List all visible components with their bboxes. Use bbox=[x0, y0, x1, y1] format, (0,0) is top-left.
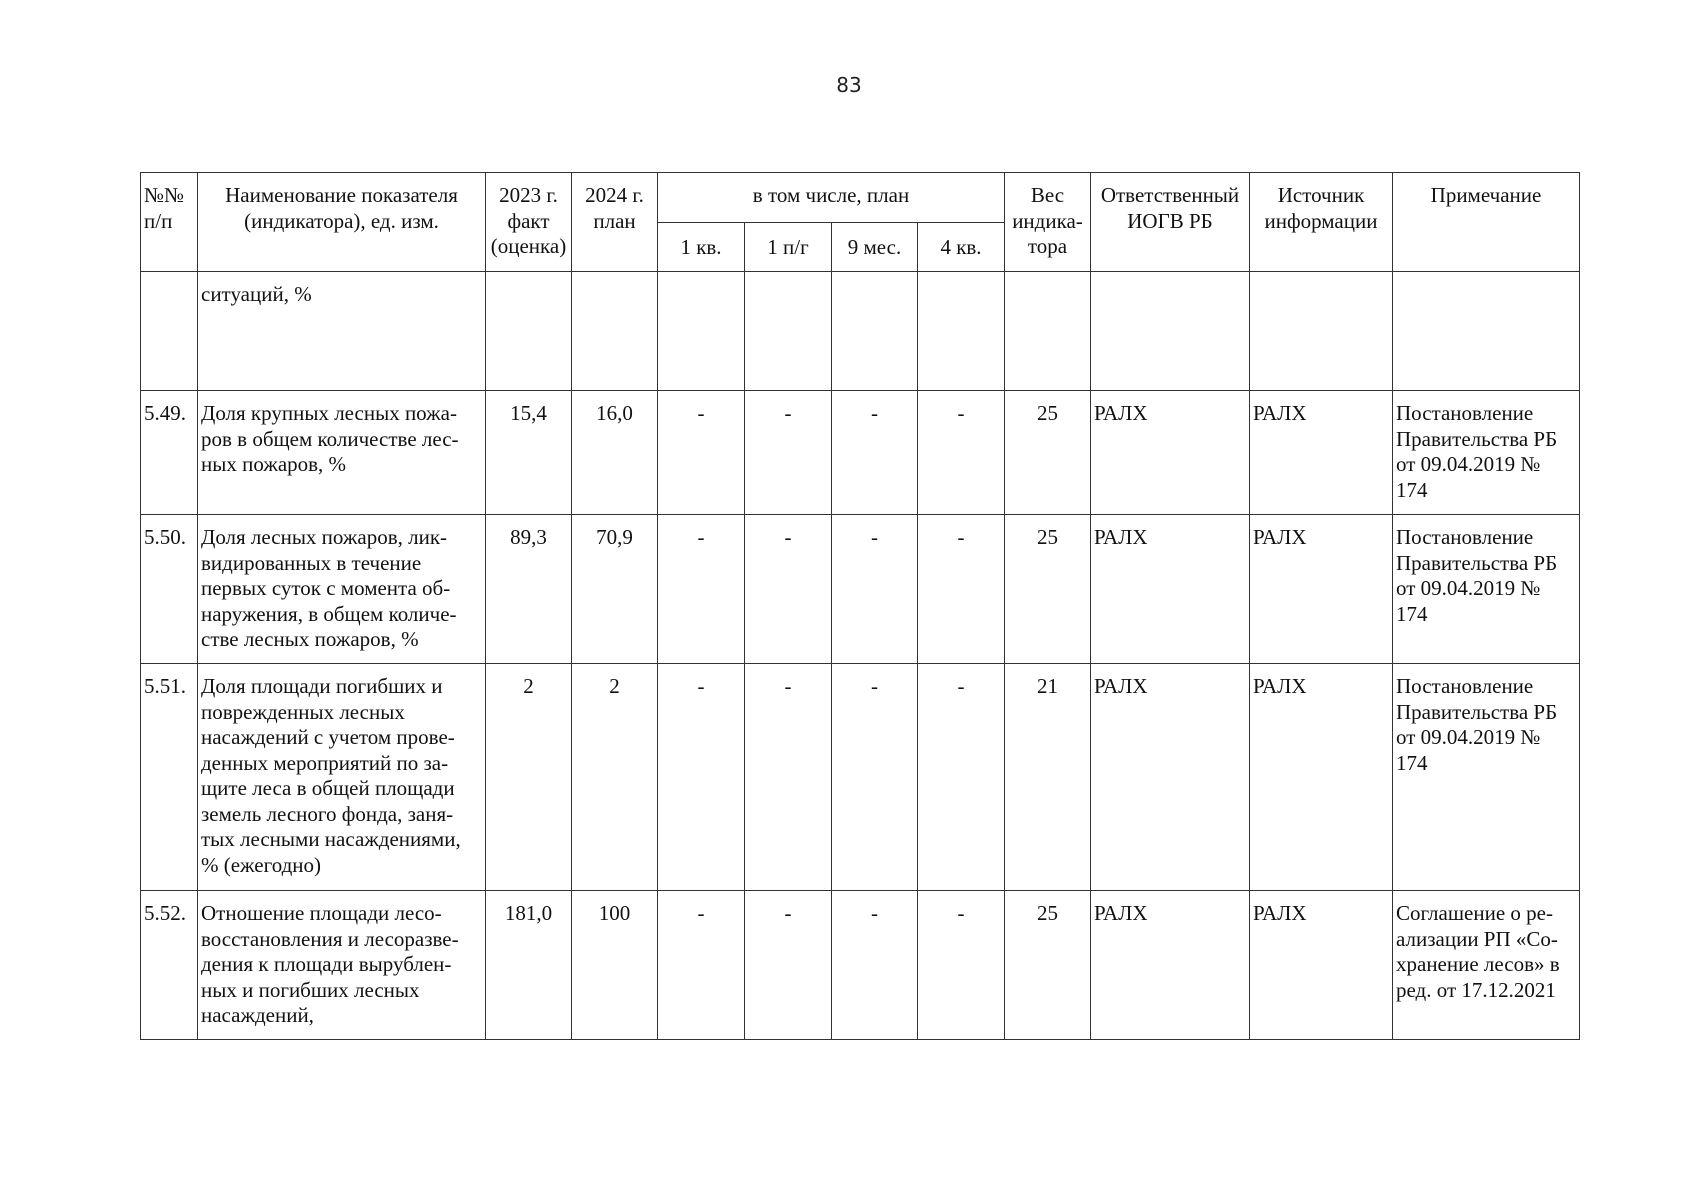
cell-9m bbox=[832, 272, 918, 391]
cell-q4: - bbox=[918, 391, 1005, 515]
page-number: 83 bbox=[836, 73, 862, 97]
table-row bbox=[141, 891, 1580, 1040]
cell-q1: - bbox=[658, 391, 745, 515]
cell-q4: - bbox=[918, 891, 1005, 1040]
cell-fact: 181,0 bbox=[486, 891, 572, 1040]
cell-q1 bbox=[658, 272, 745, 391]
cell-9m: - bbox=[832, 664, 918, 891]
cell-note: Постановление Правительства РБ от 09.04.2019 № 174 bbox=[1393, 664, 1580, 891]
cell-name: Доля площади погибших и поврежденных лесных насаждений с учетом прове-денных мероприятий по за-щите леса в общей площади земель лесного фонда, заня-тых лесными насаждениями, % (ежегодно) bbox=[198, 664, 486, 891]
cell-q1: - bbox=[658, 891, 745, 1040]
cell-responsible: РАЛХ bbox=[1091, 515, 1250, 664]
cell-plan: 16,0 bbox=[572, 391, 658, 515]
header-responsible: Ответственный ИОГВ РБ bbox=[1091, 173, 1250, 272]
cell-fact: 15,4 bbox=[486, 391, 572, 515]
header-q4: 4 кв. bbox=[918, 223, 1005, 272]
cell-weight: 25 bbox=[1005, 891, 1091, 1040]
header-name: Наименование показателя (индикатора), ед. изм. bbox=[198, 173, 486, 272]
table-row bbox=[141, 515, 1580, 664]
cell-h1: - bbox=[745, 515, 832, 664]
indicators-table bbox=[140, 172, 1580, 1040]
cell-num: 5.51. bbox=[141, 664, 198, 891]
cell-plan bbox=[572, 272, 658, 391]
cell-fact: 89,3 bbox=[486, 515, 572, 664]
header-fact-2023: 2023 г. факт (оценка) bbox=[486, 173, 572, 272]
cell-num: 5.49. bbox=[141, 391, 198, 515]
cell-plan: 70,9 bbox=[572, 515, 658, 664]
cell-h1 bbox=[745, 272, 832, 391]
cell-num: 5.52. bbox=[141, 891, 198, 1040]
cell-weight: 21 bbox=[1005, 664, 1091, 891]
table-row bbox=[141, 391, 1580, 515]
cell-source: РАЛХ bbox=[1250, 891, 1393, 1040]
cell-h1: - bbox=[745, 664, 832, 891]
cell-note bbox=[1393, 272, 1580, 391]
cell-source bbox=[1250, 272, 1393, 391]
cell-plan: 2 bbox=[572, 664, 658, 891]
cell-name: ситуаций, % bbox=[198, 272, 486, 391]
cell-name: Доля крупных лесных пожа-ров в общем количестве лес-ных пожаров, % bbox=[198, 391, 486, 515]
table-row bbox=[141, 664, 1580, 891]
cell-weight: 25 bbox=[1005, 391, 1091, 515]
cell-note: Постановление Правительства РБ от 09.04.2019 № 174 bbox=[1393, 391, 1580, 515]
cell-q4: - bbox=[918, 664, 1005, 891]
table-row bbox=[141, 272, 1580, 391]
cell-num: 5.50. bbox=[141, 515, 198, 664]
cell-q1: - bbox=[658, 515, 745, 664]
header-plan-2024: 2024 г. план bbox=[572, 173, 658, 272]
header-q1: 1 кв. bbox=[658, 223, 745, 272]
cell-h1: - bbox=[745, 891, 832, 1040]
cell-9m: - bbox=[832, 391, 918, 515]
cell-responsible bbox=[1091, 272, 1250, 391]
cell-q1: - bbox=[658, 664, 745, 891]
cell-weight: 25 bbox=[1005, 515, 1091, 664]
cell-responsible: РАЛХ bbox=[1091, 664, 1250, 891]
cell-responsible: РАЛХ bbox=[1091, 391, 1250, 515]
cell-plan: 100 bbox=[572, 891, 658, 1040]
cell-h1: - bbox=[745, 391, 832, 515]
cell-source: РАЛХ bbox=[1250, 515, 1393, 664]
header-weight: Вес индика-тора bbox=[1005, 173, 1091, 272]
cell-responsible: РАЛХ bbox=[1091, 891, 1250, 1040]
cell-q4 bbox=[918, 272, 1005, 391]
header-num: №№ п/п bbox=[141, 173, 198, 272]
cell-9m: - bbox=[832, 891, 918, 1040]
header-9m: 9 мес. bbox=[832, 223, 918, 272]
header-including-plan: в том числе, план bbox=[658, 173, 1005, 223]
cell-fact bbox=[486, 272, 572, 391]
cell-name: Доля лесных пожаров, лик-видированных в течение первых суток с момента об-наружения, в общем количе-стве лесных пожаров, % bbox=[198, 515, 486, 664]
cell-name: Отношение площади лесо-восстановления и лесоразве-дения к площади вырублен-ных и погибших лесных насаждений, bbox=[198, 891, 486, 1040]
cell-num bbox=[141, 272, 198, 391]
cell-weight bbox=[1005, 272, 1091, 391]
cell-note: Соглашение о ре-ализации РП «Со-хранение лесов» в ред. от 17.12.2021 bbox=[1393, 891, 1580, 1040]
cell-9m: - bbox=[832, 515, 918, 664]
cell-fact: 2 bbox=[486, 664, 572, 891]
cell-source: РАЛХ bbox=[1250, 391, 1393, 515]
cell-q4: - bbox=[918, 515, 1005, 664]
header-source: Источник информации bbox=[1250, 173, 1393, 272]
header-note: Примечание bbox=[1393, 173, 1580, 272]
header-h1: 1 п/г bbox=[745, 223, 832, 272]
cell-note: Постановление Правительства РБ от 09.04.2019 № 174 bbox=[1393, 515, 1580, 664]
cell-source: РАЛХ bbox=[1250, 664, 1393, 891]
